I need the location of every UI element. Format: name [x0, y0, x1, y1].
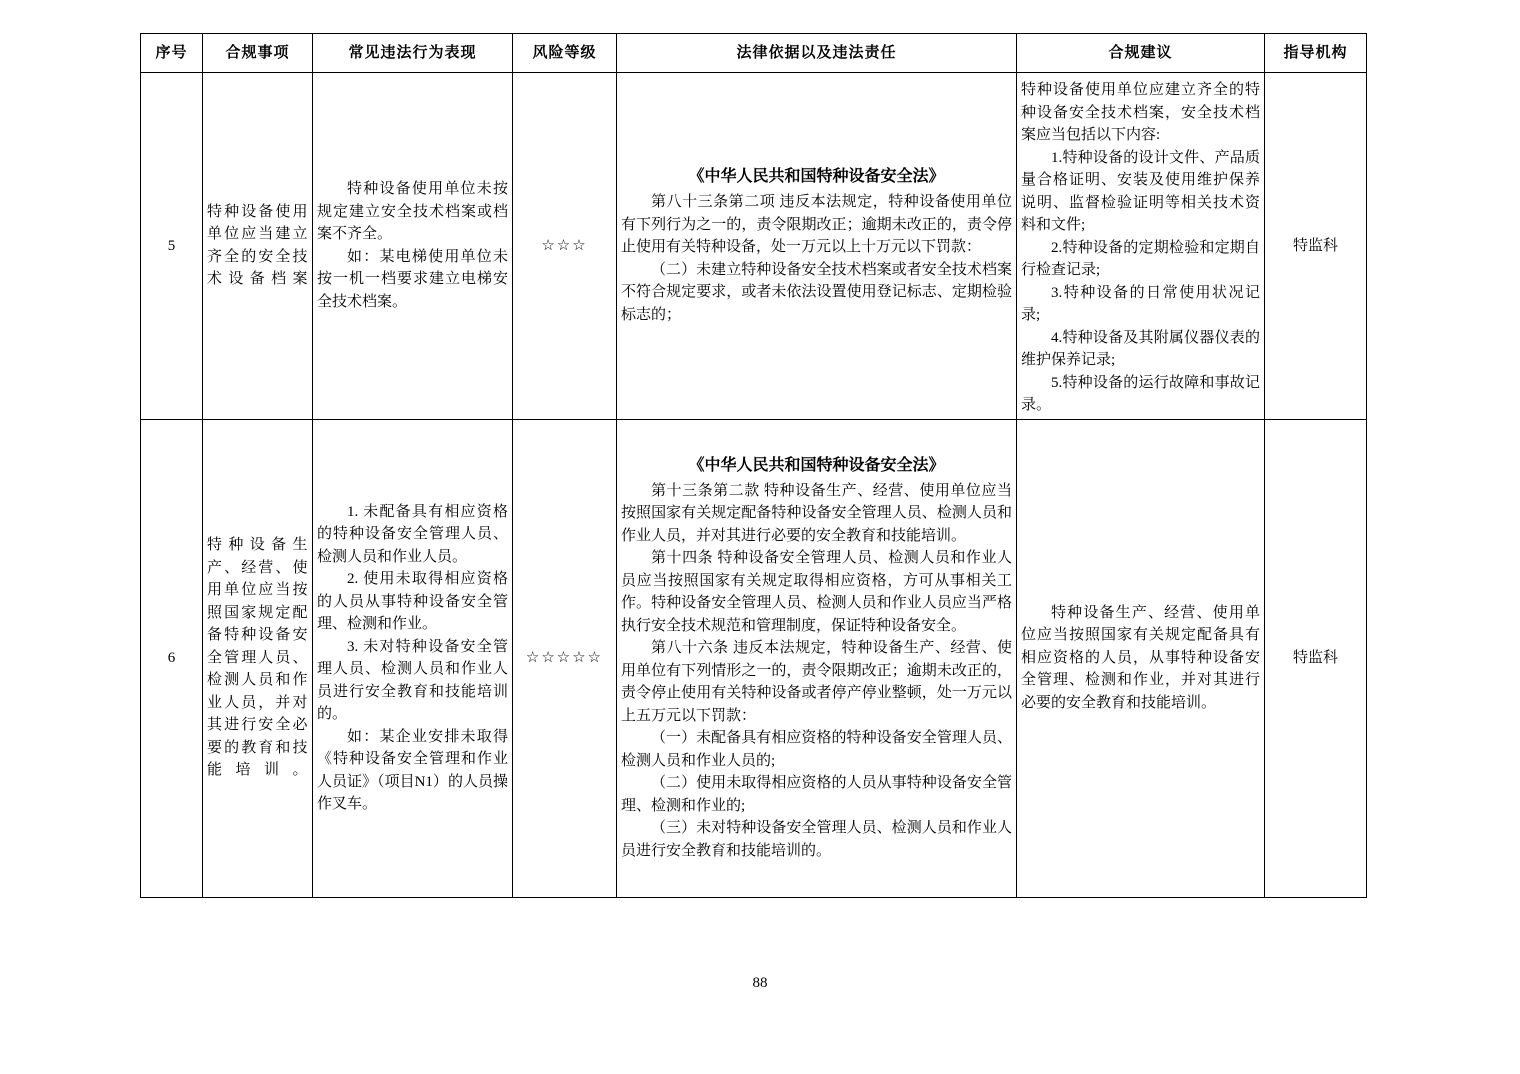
advice-paragraph: 4.特种设备及其附属仪器仪表的维护保养记录;: [1021, 329, 1260, 368]
law-paragraph: （二）未建立特种设备安全技术档案或者安全技术档案不符合规定要求，或者未依法设置使用登记标志、定期检验标志的；: [621, 261, 1012, 323]
advice-paragraph: 特种设备生产、经营、使用单位应当按照国家有关规定配备具有相应资格的人员，从事特种设备安全管理、检测和作业，并对其进行必要的安全教育和技能培训。: [1021, 604, 1260, 711]
row-risk-level: ☆☆☆☆☆: [513, 419, 617, 897]
row-common-violations: [313, 419, 513, 897]
law-paragraph: 第十三条第二款 特种设备生产、经营、使用单位应当按照国家有关规定配备特种设备安全管理人员、检测人员和作业人员，并对其进行必要的安全教育和技能培训。: [621, 482, 1012, 544]
table-header-row: [141, 34, 1367, 73]
law-paragraph: （一）未配备具有相应资格的特种设备安全管理人员、检测人员和作业人员的;: [621, 730, 1012, 769]
header-legal-basis: 法律依据以及违法责任: [617, 34, 1017, 73]
table-row: [141, 419, 1367, 897]
law-title: 《中华人民共和国特种设备安全法》: [688, 456, 945, 474]
header-common-violations: 常见违法行为表现: [313, 34, 513, 73]
header-serial-number: 序号: [141, 34, 203, 73]
violation-text: 2. 使用未取得相应资格的人员从事特种设备安全管理、检测和作业。: [317, 571, 508, 632]
header-guiding-organization: 指导机构: [1265, 34, 1367, 73]
header-compliance-advice: 合规建议: [1017, 34, 1265, 73]
row-compliance-advice: [1017, 419, 1265, 897]
row-risk-level: ☆☆☆: [513, 73, 617, 420]
violation-example: 如：某企业安排未取得《特种设备安全管理和作业人员证》（项目N1）的人员操作叉车。: [317, 728, 508, 812]
violation-example: 如：某电梯使用单位未按一机一档要求建立电梯安全技术档案。: [317, 248, 508, 310]
row-legal-basis: [617, 73, 1017, 420]
header-compliance-item: 合规事项: [203, 34, 313, 73]
advice-paragraph: 1.特种设备的设计文件、产品质量合格证明、安装及使用维护保养说明、监督检验证明等相关技术资料和文件;: [1021, 149, 1260, 233]
row-serial-number: 5: [141, 73, 203, 420]
row-compliance-advice: [1017, 73, 1265, 420]
law-paragraph: 第八十三条第二项 违反本法规定，特种设备使用单位有下列行为之一的，责令限期改正；逾期未改正的，责令停止使用有关特种设备，处一万元以上十万元以下罚款：: [621, 194, 1012, 256]
law-paragraph: 第八十六条 违反本法规定，特种设备生产、经营、使用单位有下列情形之一的，责令限期改正；逾期未改正的，责令停止使用有关特种设备或者停产停业整顿，处一万元以上五万元以下罚款：: [621, 640, 1012, 724]
row-guiding-organization: 特监科: [1265, 419, 1367, 897]
law-paragraph: （三）未对特种设备安全管理人员、检测人员和作业人员进行安全教育和技能培训的。: [621, 820, 1012, 859]
header-risk-level: 风险等级: [513, 34, 617, 73]
row-common-violations: [313, 73, 513, 420]
row-legal-basis: [617, 419, 1017, 897]
violation-text: 1. 未配备具有相应资格的特种设备安全管理人员、检测人员和作业人员。: [317, 503, 508, 565]
law-paragraph: 第十四条 特种设备安全管理人员、检测人员和作业人员应当按照国家有关规定取得相应资格，方可从事相关工作。特种设备安全管理人员、检测人员和作业人员应当严格执行安全技术规范和管理制度，保证特种设备安全。: [621, 550, 1012, 634]
advice-paragraph: 3.特种设备的日常使用状况记录;: [1021, 284, 1260, 323]
advice-paragraph: 2.特种设备的定期检验和定期自行检查记录;: [1021, 239, 1260, 278]
advice-paragraph: 5.特种设备的运行故障和事故记录。: [1021, 374, 1260, 413]
compliance-table: [140, 33, 1367, 898]
violation-text: 特种设备使用单位未按规定建立安全技术档案或档案不齐全。: [317, 181, 508, 243]
advice-paragraph: 特种设备使用单位应建立齐全的特种设备安全技术档案，安全技术档案应当包括以下内容:: [1021, 82, 1260, 143]
row-compliance-item: 特种设备使用单位应当建立齐全的安全技术设备档案: [203, 73, 313, 420]
violation-text: 3. 未对特种设备安全管理人员、检测人员和作业人员进行安全教育和技能培训的。: [317, 638, 508, 722]
page-number: 88: [752, 975, 768, 991]
table-row: [141, 73, 1367, 420]
row-serial-number: 6: [141, 419, 203, 897]
row-compliance-item: 特种设备生产、经营、使用单位应当按照国家规定配备特种设备安全管理人员、检测人员和作业人员，并对其进行安全必要的教育和技能培训。: [203, 419, 313, 897]
law-paragraph: （二）使用未取得相应资格的人员从事特种设备安全管理、检测和作业的;: [621, 775, 1012, 814]
row-guiding-organization: 特监科: [1265, 73, 1367, 420]
law-title: 《中华人民共和国特种设备安全法》: [688, 168, 945, 186]
